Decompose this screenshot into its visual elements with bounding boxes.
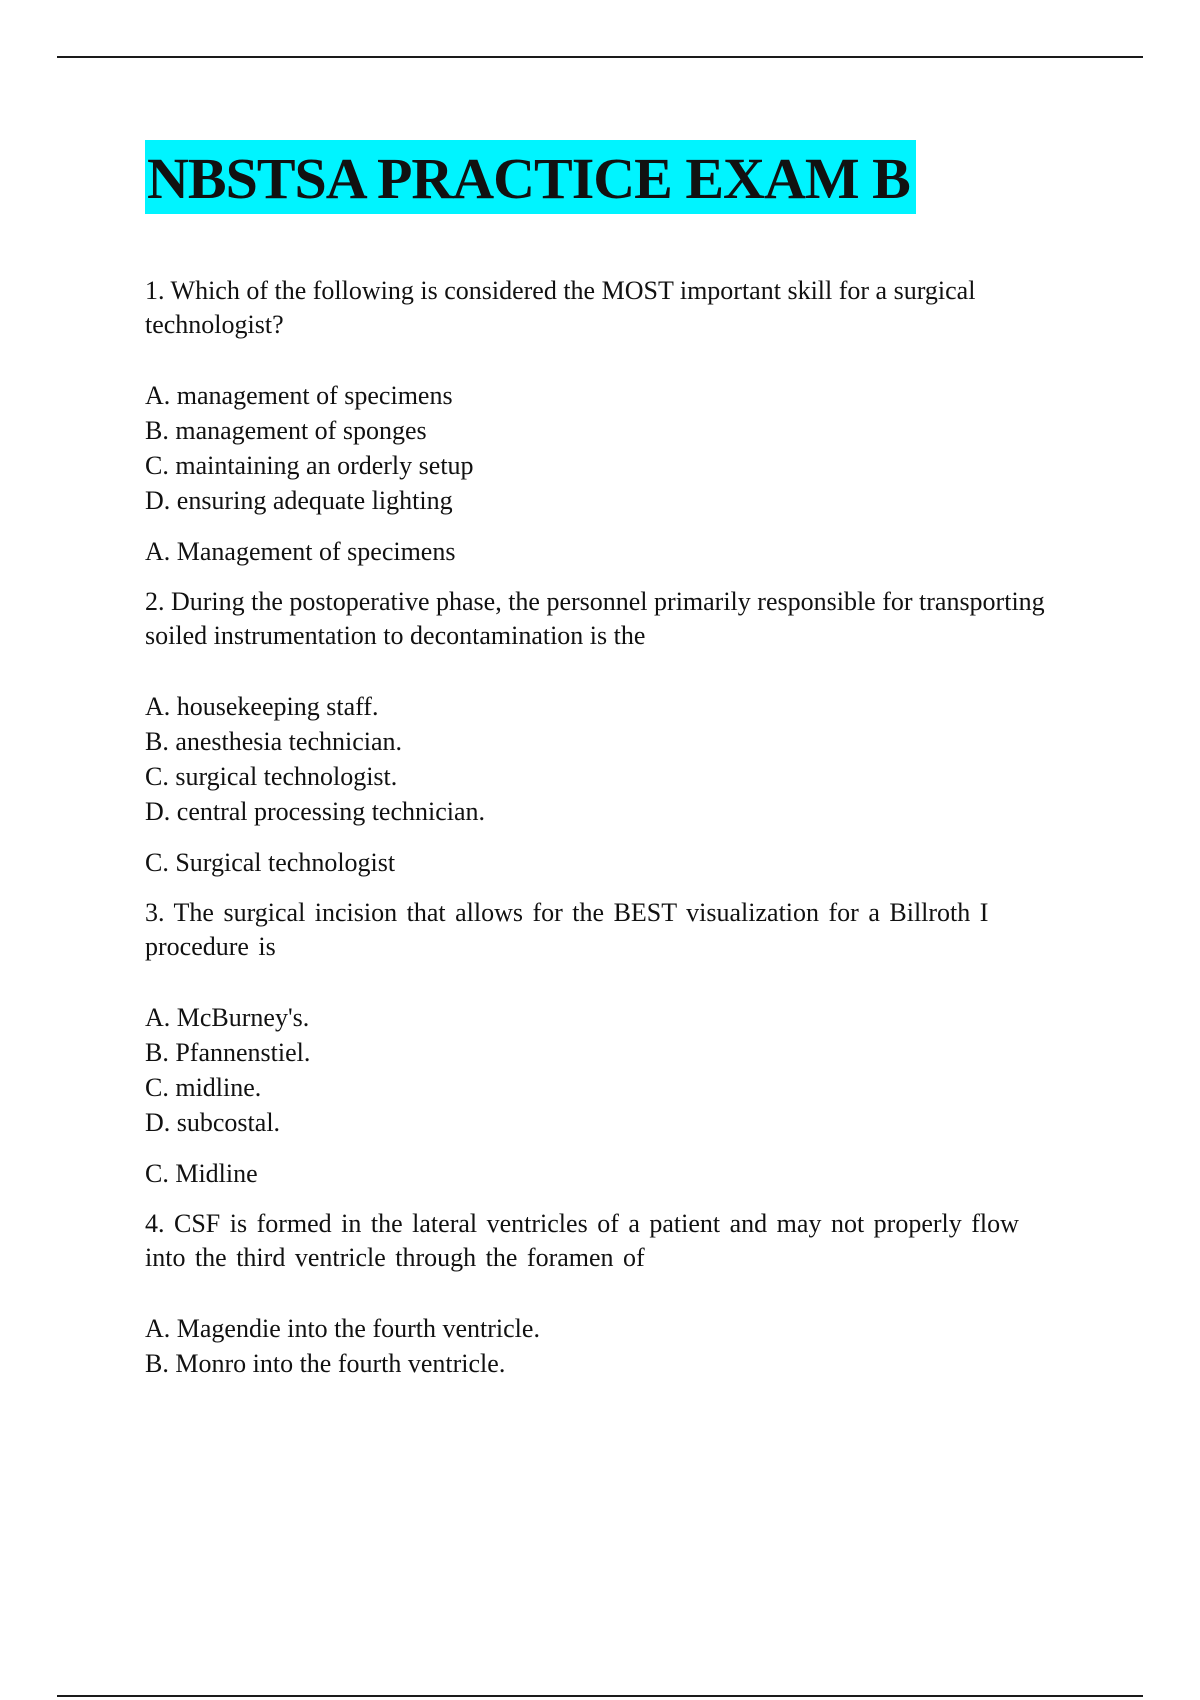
question-3 xyxy=(145,896,1055,1191)
document-body xyxy=(145,140,1055,1381)
question-2-option-d: D. central processing technician. xyxy=(145,797,486,826)
question-1-option-a: A. management of specimens xyxy=(145,381,453,410)
question-2-answer: C. Surgical technologist xyxy=(145,848,396,877)
question-1 xyxy=(145,274,1055,569)
question-2-option-c: C. surgical technologist. xyxy=(145,762,398,791)
question-4-options xyxy=(145,1311,1055,1381)
question-4-option-a: A. Magendie into the fourth ventricle. xyxy=(145,1314,540,1343)
question-1-text: 1. Which of the following is considered the MOST important skill for a surgical technologist? xyxy=(145,276,976,339)
top-rule xyxy=(57,56,1143,58)
question-2-option-b: B. anesthesia technician. xyxy=(145,727,403,756)
question-3-option-c: C. midline. xyxy=(145,1073,262,1102)
question-4 xyxy=(145,1207,1055,1381)
question-2 xyxy=(145,585,1055,880)
question-4-option-b: B. Monro into the fourth ventricle. xyxy=(145,1349,506,1378)
question-3-text: 3. The surgical incision that allows for the BEST visualization for a Billroth I procedure is xyxy=(145,898,989,961)
question-3-options xyxy=(145,1000,1055,1140)
question-1-options xyxy=(145,378,1055,518)
question-1-option-b: B. management of sponges xyxy=(145,416,427,445)
question-4-text: 4. CSF is formed in the lateral ventricles of a patient and may not properly flow into the third ventricle through the foramen of xyxy=(145,1209,1019,1272)
question-3-option-a: A. McBurney's. xyxy=(145,1003,310,1032)
question-2-option-a: A. housekeeping staff. xyxy=(145,692,379,721)
page-title: NBSTSA PRACTICE EXAM B xyxy=(145,140,916,214)
question-1-answer: A. Management of specimens xyxy=(145,537,456,566)
question-3-answer: C. Midline xyxy=(145,1159,258,1188)
question-2-options xyxy=(145,689,1055,829)
question-2-text: 2. During the postoperative phase, the personnel primarily responsible for transporting soiled instrumentation to decontamination is the xyxy=(145,587,1045,650)
question-3-option-d: D. subcostal. xyxy=(145,1108,281,1137)
bottom-rule xyxy=(57,1695,1143,1697)
question-3-option-b: B. Pfannenstiel. xyxy=(145,1038,311,1067)
question-1-option-c: C. maintaining an orderly setup xyxy=(145,451,474,480)
question-1-option-d: D. ensuring adequate lighting xyxy=(145,486,453,515)
